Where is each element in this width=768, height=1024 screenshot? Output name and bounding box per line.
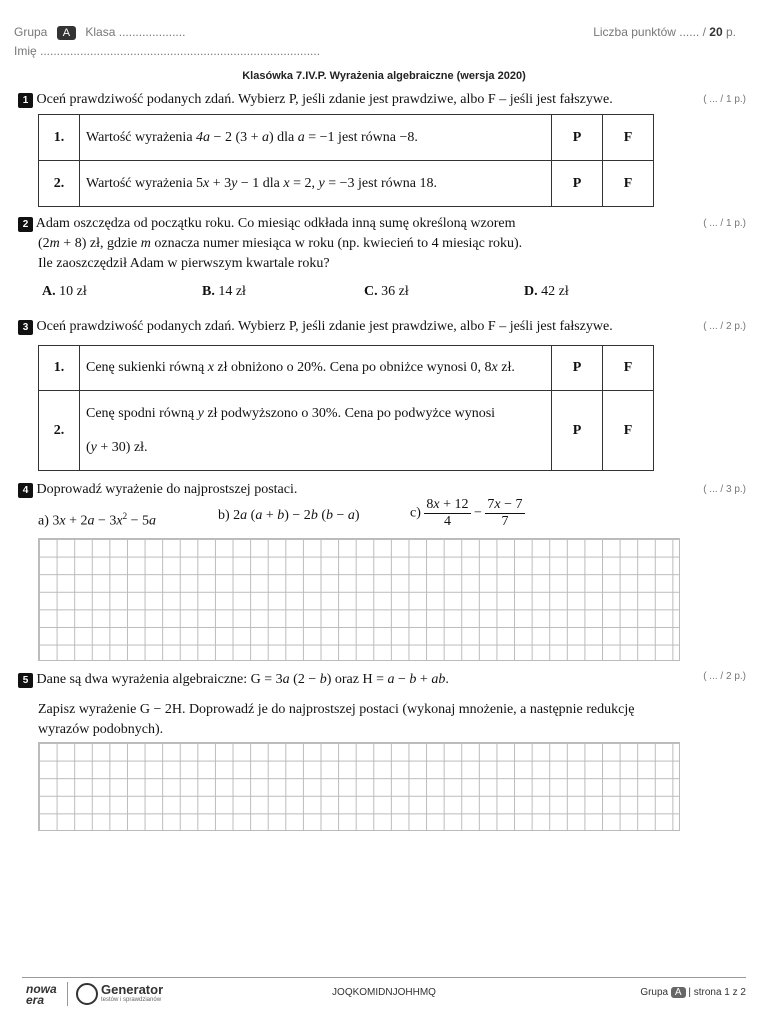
footer-divider (22, 977, 746, 978)
points-max: 20 (709, 25, 723, 39)
expression-c: c) $\frac{8x + 12}{4}$ − $\frac{7x - 7}{7}$ (410, 497, 523, 529)
answer-a[interactable]: A. 10 zł (42, 284, 87, 299)
question-text: Oceń prawdziwość podanych zdań. Wybierz P, jeśli zdanie jest prawdziwe, albo F – jeśli jest fałszywe. (36, 319, 613, 334)
header-group-line (14, 25, 185, 40)
table-row (39, 391, 654, 471)
test-code: JOQKOMIDNJOHHMQ (332, 987, 436, 998)
expression-b: b) 2a (a + b) − 2b (b − a) (218, 508, 360, 523)
expression-a: a) $3x + 2a - 3x^2 - 5a$ (38, 511, 157, 529)
question-points: ( ... / 1 p.) (703, 218, 746, 229)
true-option[interactable]: P (552, 391, 603, 471)
class-field[interactable]: Klasa .................... (85, 25, 186, 39)
question-5-instruction: Zapisz wyrażenie G − 2H. Doprowadź je do najprostszej postaci (wykonaj mnożenie, a następnie redukcję wyrazów podobnych). (38, 702, 635, 737)
generator-name: Generator testów i sprawdzianów (101, 982, 164, 1003)
true-option[interactable]: P (552, 161, 603, 207)
false-option[interactable]: F (603, 346, 654, 391)
statement: Wartość wyrażenia 5x + 3y − 1 dla x = 2, y = −3 jest równa 18. (80, 161, 552, 207)
points-total (593, 25, 736, 39)
true-option[interactable]: P (552, 115, 603, 161)
question-number: 1 (18, 93, 33, 108)
question-number: 3 (18, 320, 33, 335)
false-option[interactable]: F (603, 161, 654, 207)
row-number: 2. (39, 391, 80, 471)
group-label: Grupa (14, 25, 48, 39)
nowa-era-logo: nowa era (26, 982, 57, 1007)
question-number: 4 (18, 483, 33, 498)
row-number: 1. (39, 115, 80, 161)
question-points: ( ... / 2 p.) (703, 671, 746, 682)
row-number: 1. (39, 346, 80, 391)
question-1 (18, 90, 678, 110)
question-2 (18, 214, 678, 274)
name-field[interactable]: Imię .................................................................................... (14, 44, 321, 58)
page-indicator: Grupa A | strona 1 z 2 (640, 987, 746, 998)
answer-b[interactable]: B. 14 zł (202, 284, 246, 299)
false-option[interactable]: F (603, 391, 654, 471)
question-number: 2 (18, 217, 33, 232)
true-false-table (38, 114, 654, 207)
question-text-line3: Ile zaoszczędził Adam w pierwszym kwartale roku? (38, 256, 330, 271)
table-row (39, 346, 654, 391)
question-text: Dane są dwa wyrażenia algebraiczne: G = 3a (2 − b) oraz H = a − b + ab. (36, 672, 449, 687)
answer-grid[interactable] (38, 538, 680, 661)
answer-grid[interactable] (38, 742, 680, 831)
question-number: 5 (18, 673, 33, 688)
question-text: Oceń prawdziwość podanych zdań. Wybierz P, jeśli zdanie jest prawdziwe, albo F – jeśli jest fałszywe. (36, 92, 613, 107)
question-points: ( ... / 3 p.) (703, 484, 746, 495)
table-row (39, 161, 654, 207)
statement: Wartość wyrażenia 4a − 2 (3 + a) dla a = −1 jest równa −8. (80, 115, 552, 161)
question-text-line1: Adam oszczędza od początku roku. Co miesiąc odkłada inną sumę określoną wzorem (35, 216, 516, 231)
true-option[interactable]: P (552, 346, 603, 391)
question-points: ( ... / 1 p.) (703, 94, 746, 105)
table-row (39, 115, 654, 161)
question-text-line2: (2m + 8) zł, gdzie m oznacza numer miesiąca w roku (np. kwiecień to 4 miesiąc roku). (38, 236, 523, 251)
row-number: 2. (39, 161, 80, 207)
question-text: Doprowadź wyrażenie do najprostszej postaci. (36, 482, 298, 497)
points-unit: p. (725, 25, 736, 39)
statement: Cenę spodni równą y zł podwyższono o 30%. Cena po podwyżce wynosi (y + 30) zł. (80, 391, 552, 471)
question-4 (18, 480, 678, 500)
answer-c[interactable]: C. 36 zł (364, 284, 409, 299)
question-3 (18, 317, 678, 337)
group-badge: A (57, 26, 76, 40)
answer-d[interactable]: D. 42 zł (524, 284, 569, 299)
question-points: ( ... / 2 p.) (703, 321, 746, 332)
question-5 (18, 670, 678, 690)
points-label: Liczba punktów ...... / (593, 25, 706, 39)
true-false-table (38, 345, 654, 471)
statement: Cenę sukienki równą x zł obniżono o 20%. Cena po obniżce wynosi 0, 8x zł. (80, 346, 552, 391)
false-option[interactable]: F (603, 115, 654, 161)
test-title: Klasówka 7.IV.P. Wyrażenia algebraiczne (wersja 2020) (242, 70, 526, 82)
